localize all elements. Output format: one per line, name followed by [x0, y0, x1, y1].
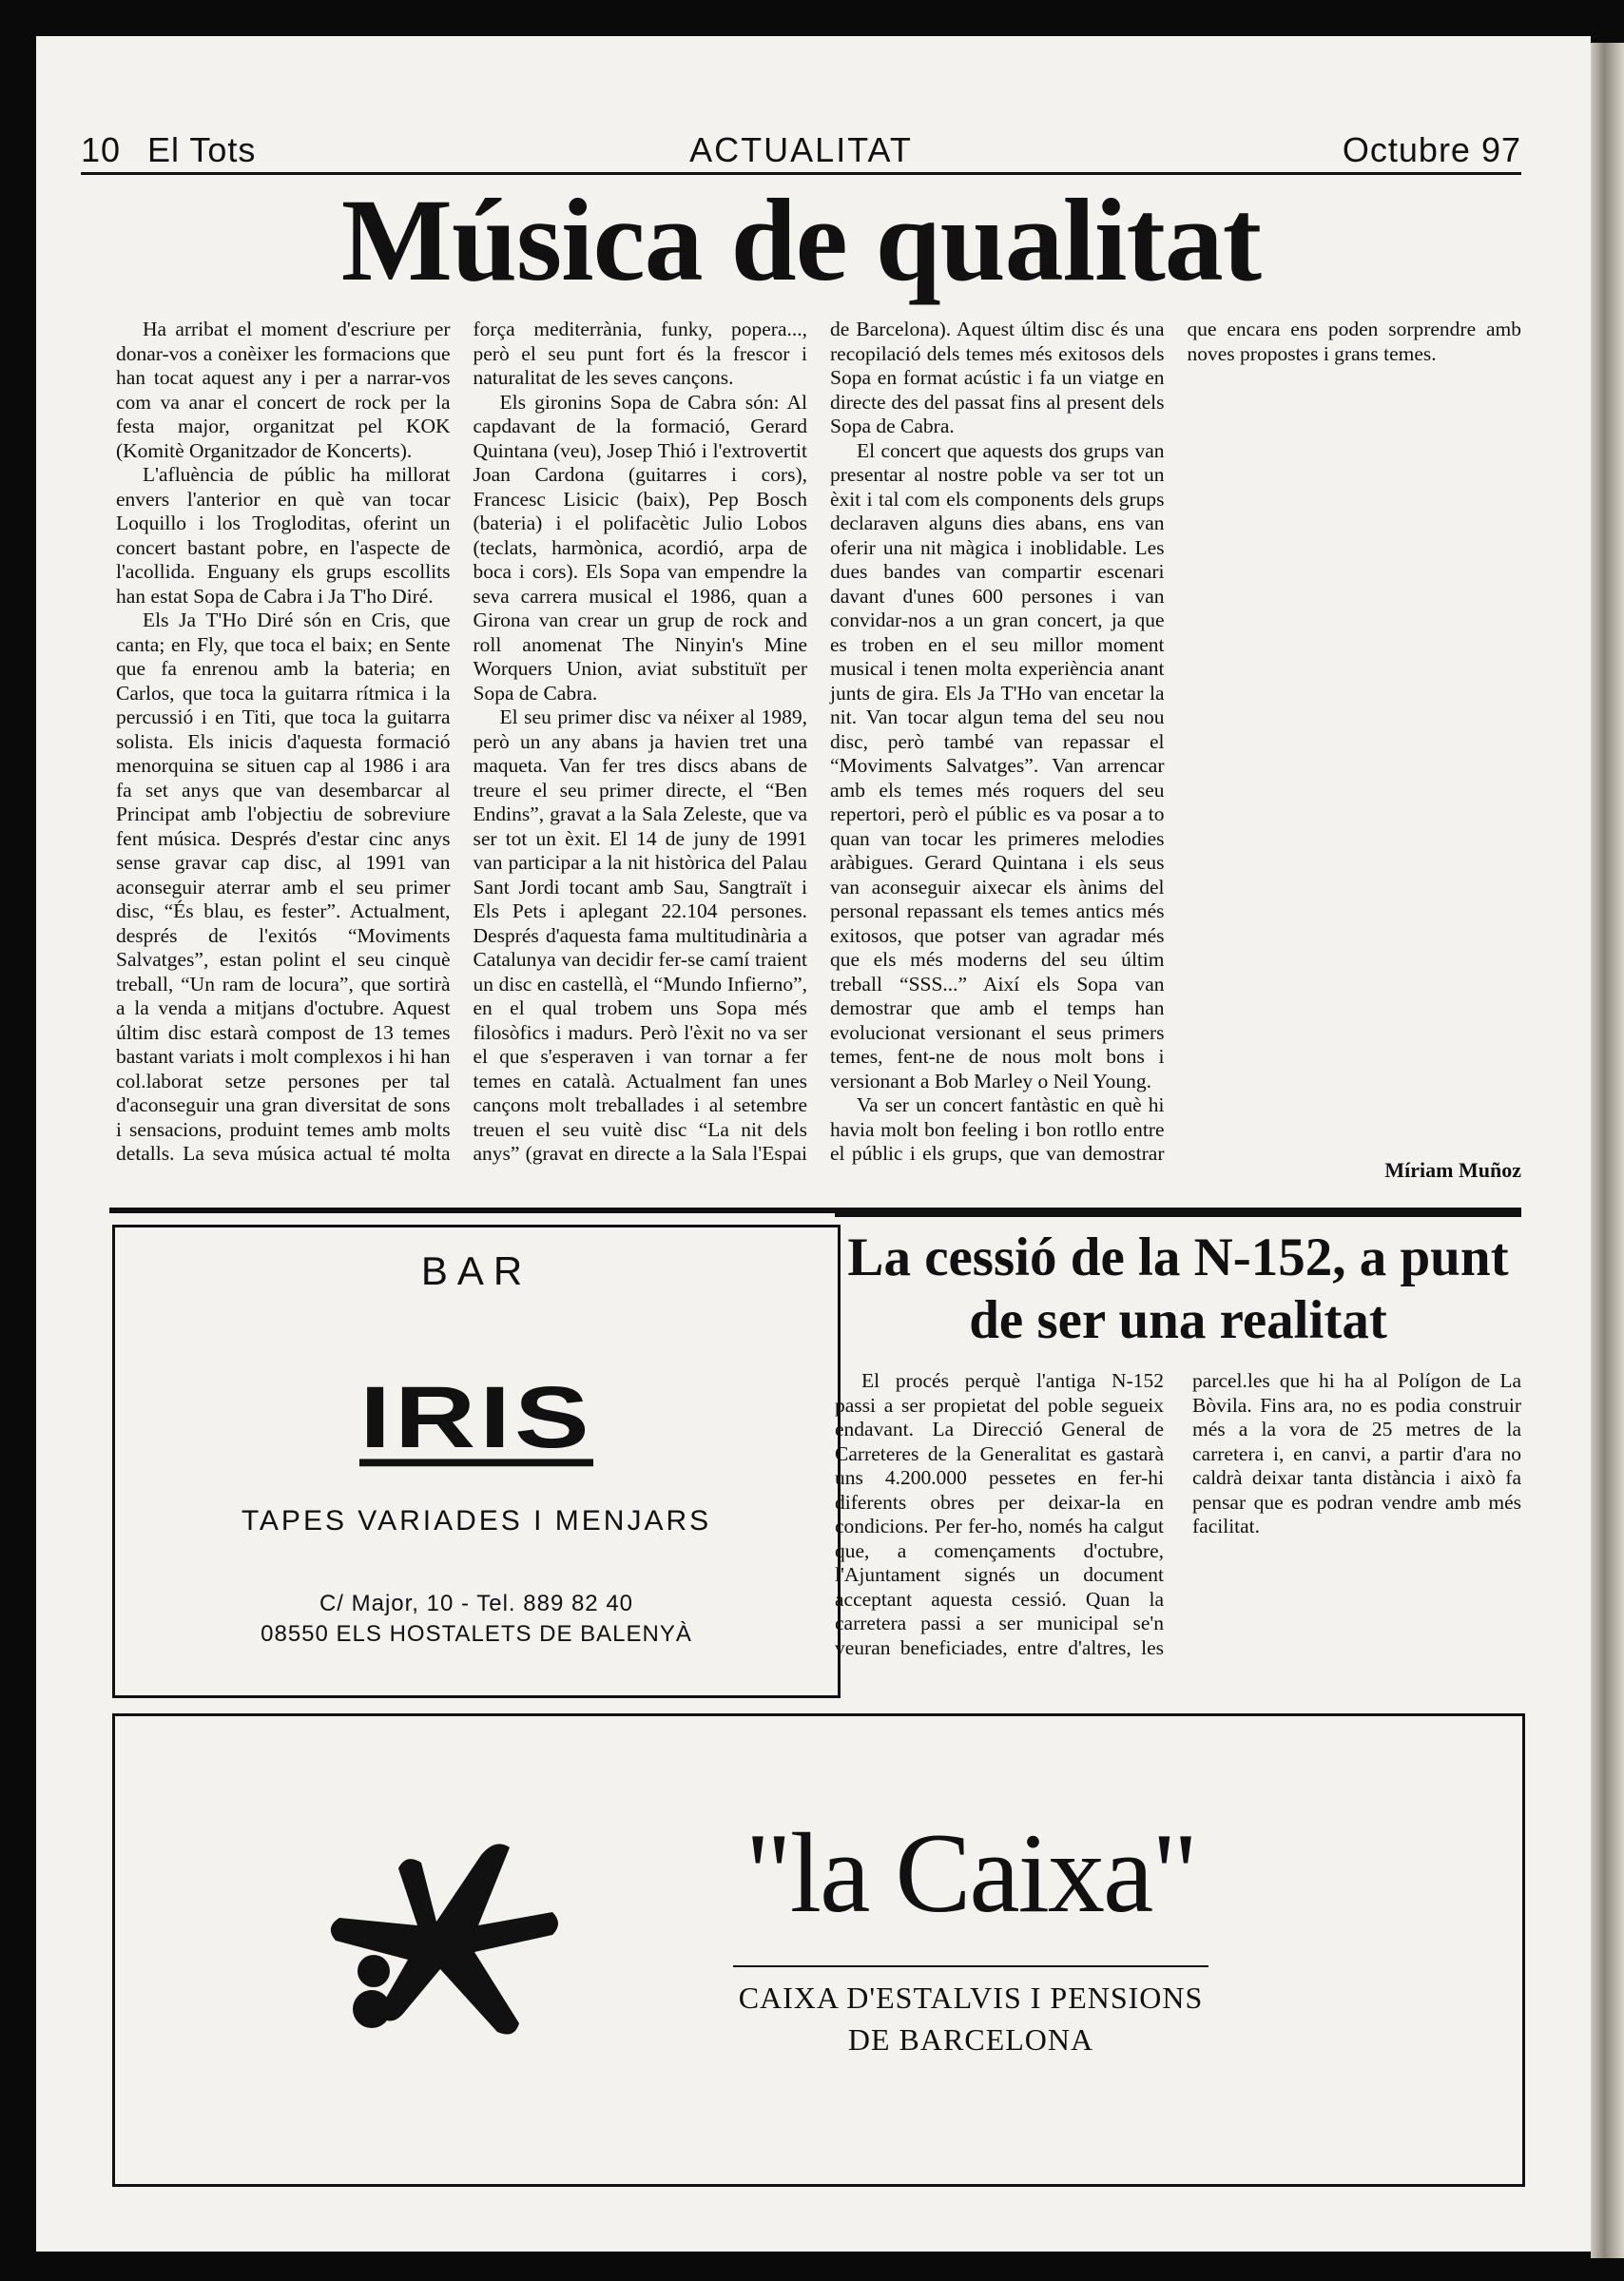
bar-iris-advert [112, 1225, 841, 1698]
iris-logo [115, 1368, 838, 1479]
caixa-rule [733, 1965, 1208, 1967]
iris-name: IRIS [359, 1368, 593, 1467]
article-paragraph: Ha arribat el moment d'escriure per donar-vos a conèixer les formacions que han tocat aquest any i per a narrar-vos com va anar el concert de rock per la festa major, organitzat pel KOK (Komitè Organitzador de Koncerts). [116, 318, 451, 462]
article-paragraph: El seu primer disc va néixer al 1989, però un any abans ja havien tret una maqueta. Van fer tres discs abans de treure el seu primer directe, el “Ben Endins”, gravat a la Sala Zeleste, que va ser tot un èxit. El 14 de juny de 1991 van participar a la nit històrica del Palau Sant Jordi tocant amb Sau, Sangtraït i Els Pets i aplegant 22.104 persones. Després d'aquesta fama multitudinària a Catalunya van decidir fer-se camí traient un disc en castellà, el “Mundo Infierno”, en el qual trobem uns Sopa més filosòfics i madurs. Però l'èxit no va ser el que s'esperaven i van tornar a fer temes en català. Actualment fan unes cançons molt treballades i al setembre treuen el seu vuitè disc “La nit dels anys” (gravat en directe a la Sala l'Espai de Barcelona). Aquest últim disc és una recopilació dels temes més exitosos dels Sopa en format acústic i fa un viatge en directe des del passat fins al present dels Sopa de Cabra. [473, 318, 1165, 1165]
page-number: 10 [81, 130, 122, 169]
bar-address [115, 1589, 838, 1650]
bar-label: BAR [420, 1248, 532, 1293]
bar-address-line2: 08550 ELS HOSTALETS DE BALENYÀ [261, 1621, 692, 1647]
page-header [81, 130, 1521, 175]
article-byline: Míriam Muñoz [1384, 1158, 1521, 1182]
magazine-name: El Tots [147, 130, 257, 169]
caixa-subtitle [648, 1965, 1294, 2060]
section-divider [109, 1208, 835, 1213]
la-caixa-advert [112, 1713, 1525, 2187]
n152-paragraph: El procés perquè l'antiga N-152 passi a ser propietat del poble segueix endavant. La Direcció General de Carreteres de la Generalitat es gastarà uns 4.200.000 pessetes en fer-hi diferents obres per deixar-la en condicions. Per fer-ho, només ha calgut que, a començaments d'octubre, l'Ajuntament signés un document acceptant aquesta cessió. Quan la carretera passi a ser municipal se'n veuran beneficiades, entre d'altres, les parcel.les que hi ha al Polígon de La Bòvila. Fins ara, no es podia construir més a la vora de 25 metres de la carretera i, en canvi, a partir d'ara no caldrà deixar tanta distància i això fa pensar que es podran vendre amb més facilitat. [835, 1369, 1521, 1659]
caixa-star-logo-icon [315, 1819, 562, 2066]
n152-top-rule [835, 1208, 1521, 1217]
article-paragraph: El concert que aquests dos grups van presentar al nostre poble va ser tot un èxit i tal com els components dels grups declaraven alguns dies abans, ens van oferir una nit màgica i inoblidable. Les dues bandes van compartir escenari davant d'unes 600 persones i van convidar-nos a un gran concert, ja que es troben en el seu millor moment musical i tenen molta experiència anant junts de gira. Els Ja T'Ho van encetar la nit. Van tocar algun tema del seu nou disc, però també van repassar el “Moviments Salvatges”. Van arrencar amb els temes més roquers del seu repertori, però el públic es va posar a to quan van tocar les primeres melodies aràbigues. Gerard Quintana i els seus van aconseguir aixecar els ànims del personal repassant els temes antics més exitosos, que potser van agradar més que els més moderns del seu últim treball “SSS...” Així els Sopa van demostrar que amb el temps han evolucionat versionant el seus primers temes, fent-ne de nous molt bons i versionant a Bob Marley o Neil Young. [830, 438, 1165, 1092]
issue-date: Octubre 97 [1342, 130, 1521, 169]
bar-address-line1: C/ Major, 10 - Tel. 889 82 40 [319, 1591, 634, 1616]
bar-tagline: TAPES VARIADES I MENJARS [241, 1505, 712, 1537]
caixa-sub-line2: DE BARCELONA [847, 2022, 1094, 2057]
article-paragraph: Els gironins Sopa de Cabra són: Al capdavant de la formació, Gerard Quintana (veu), Josep Thió i l'extrovertit Joan Cardona (guitarres i cors), Francesc Lisicic (baix), Pep Bosch (bateria) i el polifacètic Julio Lobos (teclats, harmònica, acordió, arpa de boca i cors). Els Sopa van empendre la seva carrera musical el 1986, quan a Girona van crear un grup de rock and roll anomenat The Ninyin's Mine Worquers Union, aviat substituït per Sopa de Cabra. [473, 390, 807, 705]
page-spine [1591, 43, 1624, 2258]
n152-body [835, 1369, 1521, 1673]
article-paragraph: L'afluència de públic ha millorat envers l'anterior en què van tocar Loquillo i los Trogloditas, oferint un concert bastant pobre, en l'aspecte de l'acollida. Enguany els grups escollits han estat Sopa de Cabra i Ja T'ho Diré. [116, 463, 451, 608]
article-title: Música de qualitat [340, 175, 1262, 305]
n152-title: La cessió de la N-152, a punt de ser una realitat [847, 1227, 1509, 1350]
caixa-brand: "la Caixa" [744, 1809, 1197, 1936]
caixa-sub-line1: CAIXA D'ESTALVIS I PENSIONS [738, 1981, 1204, 2015]
article-body [116, 318, 1521, 1183]
article-paragraph: Els Ja T'Ho Diré són en Cris, que canta; en Fly, que toca el baix; en Sente que fa enrenou amb la bateria; en Carlos, que toca la guitarra rítmica i la percussió i en Titi, que toca la guitarra solista. Els inicis d'aquesta formació menorquina se situen cap al 1986 i ara fa set anys que van desembarcar al Principat amb l'objectiu de sobreviure fent música. Després d'estar cinc anys sense gravar cap disc, al 1991 van aconseguir aterrar amb el seu primer disc, “És blau, es fester”. Actualment, després de l'exitós “Moviments Salvatges”, estan polint el seu cinquè treball, “Un ram de locura”, que sortirà a la venda a mitjans d'octubre. Aquest últim disc estarà compost de 13 temes bastant variats i molt complexos i hi han col.laborat setze persones per tal d'aconseguir una gran diversitat de sons i sensacions, produint temes amb molts detalls. La seva música actual té molta força mediterrània, funky, popera..., però el seu punt fort és la frescor i naturalitat de les seves cançons. [116, 318, 807, 1165]
article-paragraph: Va ser un concert fantàstic en què hi havia molt bon feeling i bon rotllo entre el públic i els grups, que van demostrar que encara ens poden sorprendre amb noves propostes i grans temes. [830, 318, 1521, 1165]
section-name: ACTUALITAT [689, 130, 913, 169]
